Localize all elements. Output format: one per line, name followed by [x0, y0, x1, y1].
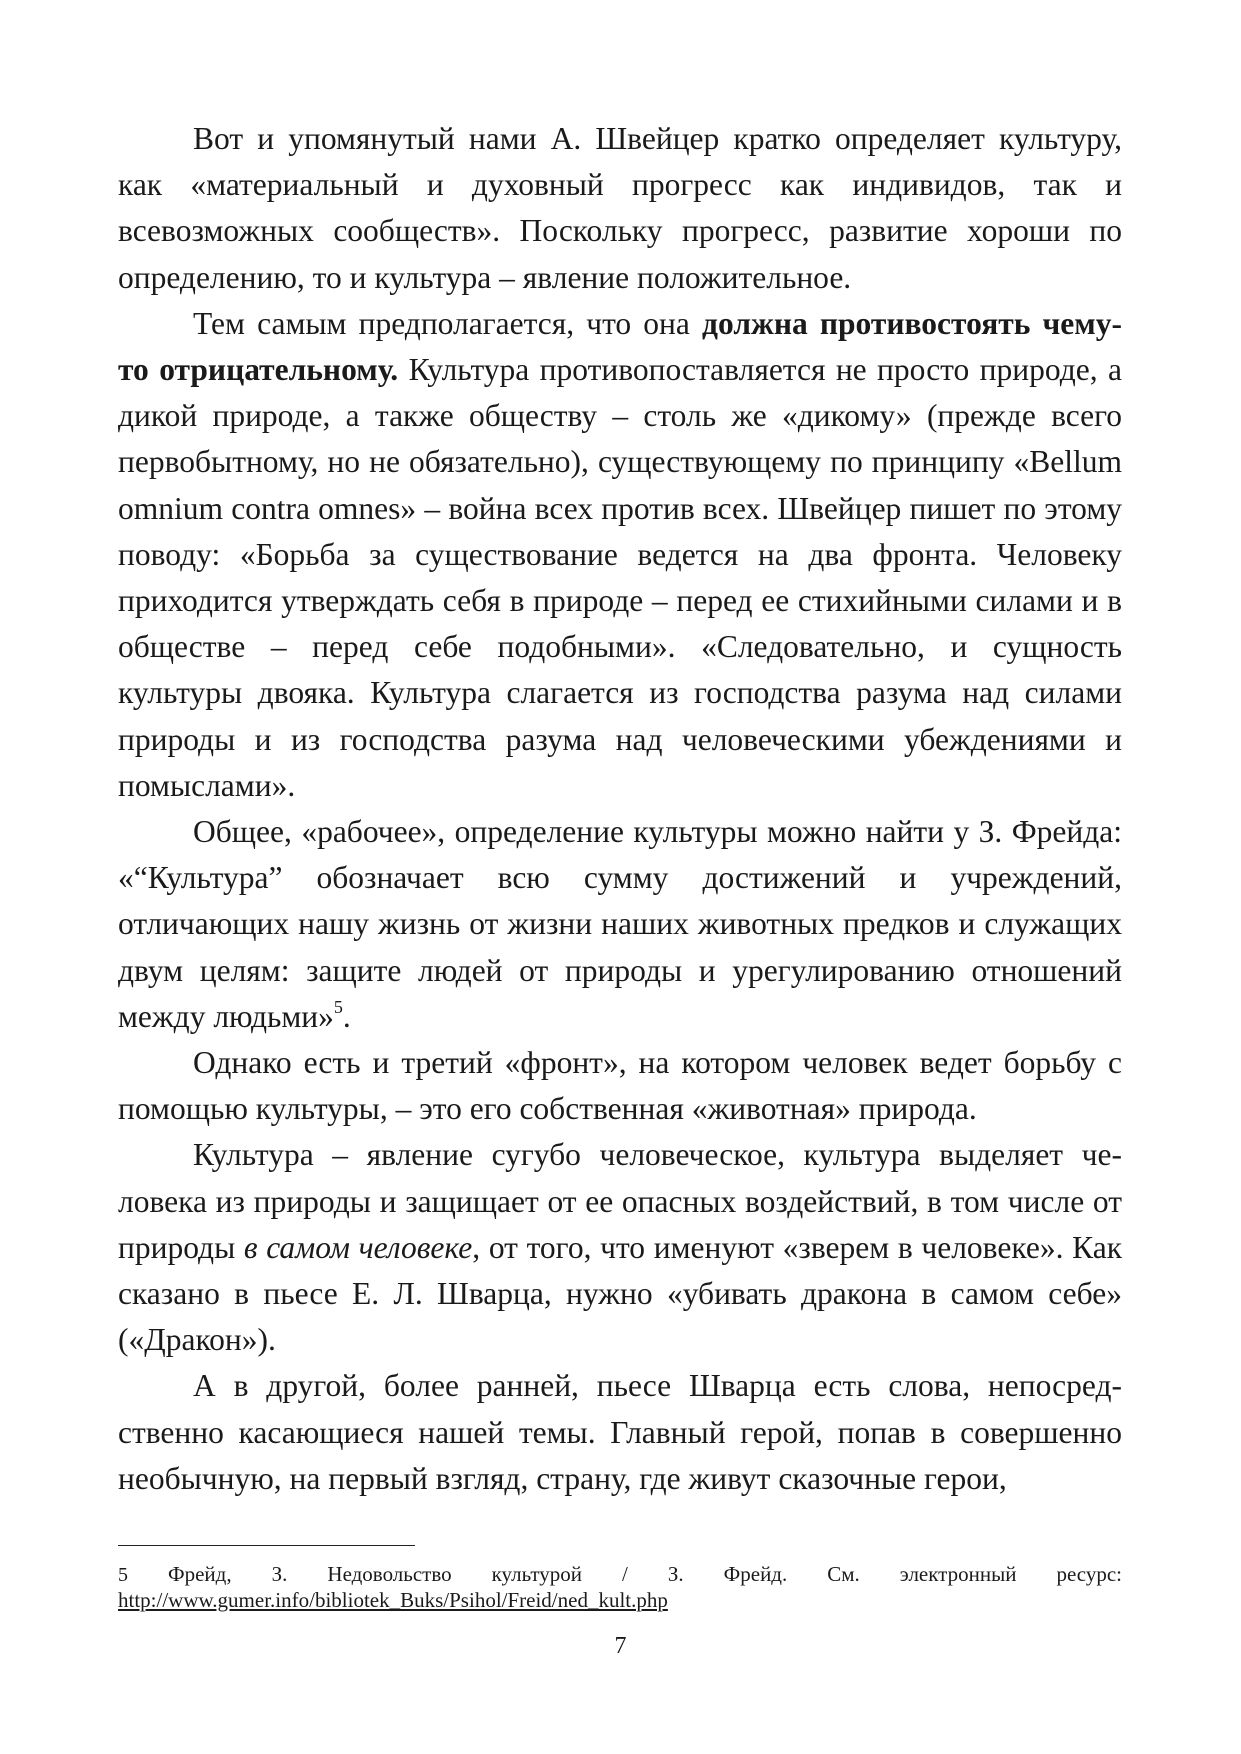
paragraph-text: , от того, что именуют «зверем в человеке». Как сказано в пьесе Е. Л. Шварца, нужно «убивать дракона в самом себе» («Дракон»). [118, 1229, 1123, 1358]
paragraph-text: А в другой, более ранней, пьесе Шварца есть слова, непосредственно касающиеся нашей темы. Главный герой, попав в совершенно необычную, на первый взгляд, страну, где живут сказочные герои, [118, 1368, 1122, 1496]
footnote [118, 1562, 1122, 1587]
footnote-divider [118, 1545, 415, 1546]
paragraph-text: Тем самым предполагается, что она [193, 305, 703, 341]
paragraph-1 [118, 116, 1122, 301]
paragraph-5 [118, 1132, 1122, 1363]
paragraph-4 [118, 1040, 1122, 1132]
paragraph-text: Однако есть и третий «фронт», на котором человек ведет борьбу с помощью культуры, – это его собственная «животная» природа. [118, 1045, 1122, 1127]
paragraph-text: Вот и упомянутый нами А. Швейцер кратко определяет культуру, как «материальный и духовный прогресс как индивидов, так и всевозможных сообществ». Поскольку прогресс, развитие хороши по определению, то и культура – явление положительное. [118, 121, 1122, 295]
page-number: 7 [614, 1633, 627, 1659]
paragraph-text: Культура противопоставляется не просто природе, а дикой природе, а также обществу – столь же «дикому» (прежде всего первобытному, но не обязательно), существующему по принципу «Bellum omnium contra omnes» – война всех против всех. Швейцер пишет по этому поводу: «Борьба за существование ведется на два фронта. Человеку приходится утверждать себя в природе – перед ее стихийными силами и в обществе – перед себе подобными». «Следовательно, и сущность культуры двояка. Культура слагается из господства разума над силами природы и из господства разума над человеческими убеждениями и помыслами». [118, 352, 1122, 803]
main-text [118, 116, 1122, 1502]
paragraph-text: Общее, «рабочее», определение культуры можно найти у З. Фрейда: «“Культура” обозначает всю сумму достижений и учреждений, отличающих нашу жизнь от жизни наших животных предков и служащих двум целям: защите людей от природы и урегулированию отношений между людьми» [118, 814, 1122, 1034]
bold-emphasis: должна противостоять чему-то отрицательному. [118, 305, 1122, 388]
paragraph-text: . [342, 998, 351, 1034]
paragraph-2 [118, 301, 1122, 809]
italic-emphasis: в самом человеке [243, 1229, 473, 1265]
paragraph-3 [118, 809, 1122, 1040]
paragraph-text: Культура – явление сугубо человеческое, культура выделяет человека из природы и защищает от ее опасных воздействий, в том числе от природы [118, 1137, 1122, 1265]
footnote-link[interactable]: http://www.gumer.info/bibliotek_Buks/Psihol/Freid/ned_kult.php [118, 1588, 668, 1612]
footnote-reference[interactable]: 5 [333, 997, 343, 1018]
paragraph-6 [118, 1363, 1122, 1502]
footnote-text: Фрейд, З. Недовольство культурой / З. Фрейд. См. электронный ресурс: [168, 1562, 1122, 1586]
footnote-number: 5 [118, 1564, 128, 1586]
